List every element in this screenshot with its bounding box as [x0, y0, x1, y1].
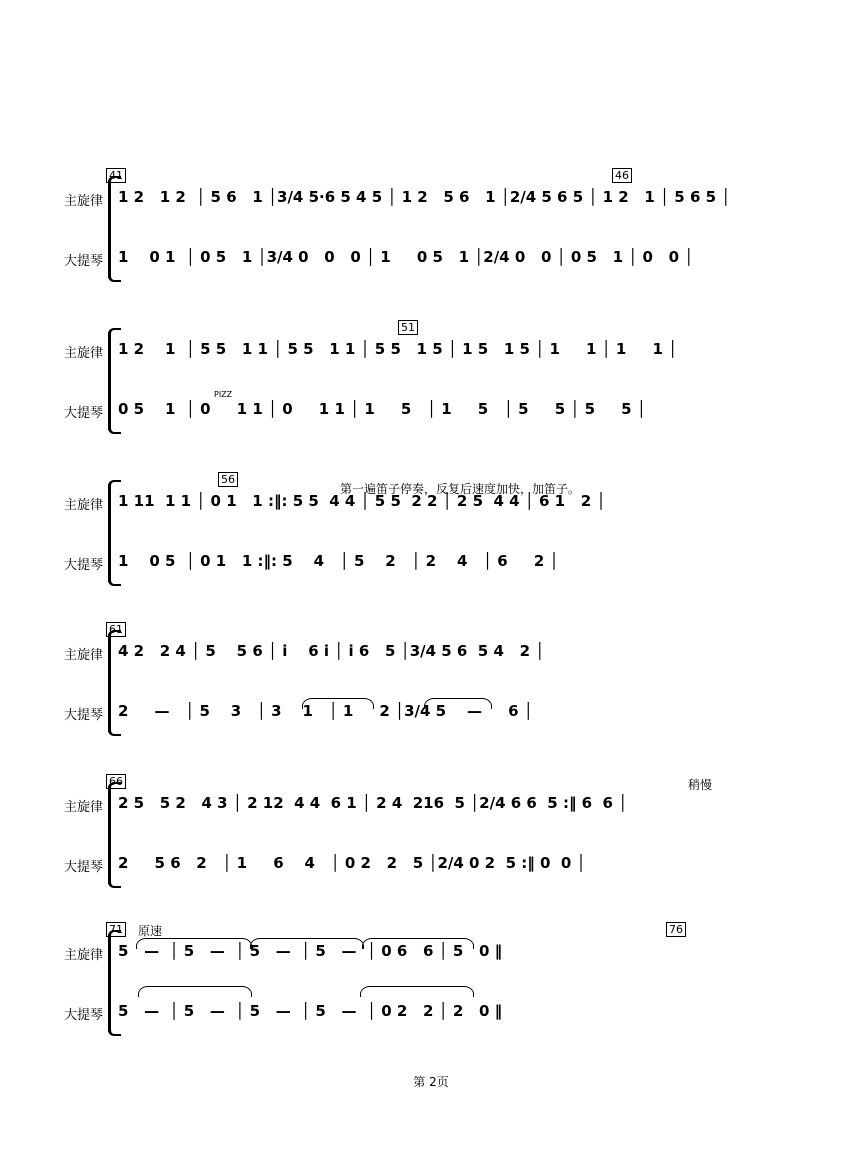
system-1 — [0, 168, 862, 278]
system-brace — [108, 934, 115, 1032]
system-brace — [108, 786, 115, 884]
cello-notation: 5 — │ 5 — │ 5 — │ 5 — │ 0 2 2 │ 2 0 ‖ — [118, 1002, 503, 1020]
instrument-label-melody: 主旋律 — [64, 948, 104, 963]
tie-mark — [138, 986, 252, 997]
instrument-label-melody: 主旋律 — [64, 346, 104, 361]
system-4 — [0, 622, 862, 732]
measure-number: 41 — [106, 168, 126, 183]
instrument-label-cello: 大提琴 — [64, 558, 104, 573]
instrument-label-melody: 主旋律 — [64, 194, 104, 209]
melody-notation: 1 2 1 2 │ 5 6 1 │3/4 5·6 5 4 5 │ 1 2 5 6 1 │2/4 5 6 5 │ 1 2 1 │ 5 6 5 │ — [118, 188, 731, 206]
system-brace — [108, 484, 115, 582]
measure-number: 76 — [666, 922, 686, 937]
measure-number: 56 — [218, 472, 238, 487]
pizz-marking: PIZZ — [214, 390, 233, 399]
instrument-label-cello: 大提琴 — [64, 406, 104, 421]
cello-notation: 1 0 1 │ 0 5 1 │3/4 0 0 0 │ 1 0 5 1 │2/4 0 0 │ 0 5 1 │ 0 0 │ — [118, 248, 694, 266]
tempo-marking: 原速 — [138, 924, 163, 938]
instrument-label-cello: 大提琴 — [64, 1008, 104, 1023]
instrument-label-cello: 大提琴 — [64, 860, 104, 875]
system-3 — [0, 472, 862, 582]
cello-notation: 0 5 1 │ 0 1 1 │ 0 1 1 │ 1 5 │ 1 5 │ 5 5 │ 5 5 │ — [118, 400, 646, 418]
tie-mark — [360, 986, 474, 997]
melody-notation: 4 2 2 4 │ 5 5 6 │ i 6 i │ i 6 5 │3/4 5 6 5 4 2 │ — [118, 642, 545, 660]
measure-number: 61 — [106, 622, 126, 637]
system-brace — [108, 634, 115, 732]
cello-notation: 1 0 5 │ 0 1 1 :‖: 5 4 │ 5 2 │ 2 4 │ 6 2 │ — [118, 552, 559, 570]
instrument-label-melody: 主旋律 — [64, 648, 104, 663]
tempo-marking: 稍慢 — [688, 778, 713, 792]
melody-notation: 1 2 1 │ 5 5 1 1 │ 5 5 1 1 │ 5 5 1 5 │ 1 5 1 5 │ 1 1 │ 1 1 │ — [118, 340, 678, 358]
cello-notation: 2 5 6 2 │ 1 6 4 │ 0 2 2 5 │2/4 0 2 5 :‖ 0 0 │ — [118, 854, 586, 872]
instrument-label-melody: 主旋律 — [64, 800, 104, 815]
repeat-instruction: 第一遍笛子停奏，反复后速度加快，加笛子。 — [340, 482, 581, 496]
system-5 — [0, 774, 862, 884]
system-brace — [108, 180, 115, 278]
instrument-label-cello: 大提琴 — [64, 254, 104, 269]
measure-number: 71 — [106, 922, 126, 937]
system-2 — [0, 320, 862, 430]
measure-number: 51 — [398, 320, 418, 335]
instrument-label-cello: 大提琴 — [64, 708, 104, 723]
melody-notation: 5 — │ 5 — │ 5 — │ 5 — │ 0 6 6 │ 5 0 ‖ — [118, 942, 503, 960]
melody-notation: 1 11 1 1 │ 0 1 1 :‖: 5 5 4 4 │ 5 5 2 2 │ 2 5 4 4 │ 6 1 2 │ — [118, 492, 606, 510]
measure-number: 46 — [612, 168, 632, 183]
cello-notation: 2 — │ 5 3 │ 3 1 │ 1 2 │3/4 5 — 6 │ — [118, 702, 533, 720]
system-brace — [108, 332, 115, 430]
measure-number: 66 — [106, 774, 126, 789]
melody-notation: 2 5 5 2 4 3 │ 2 12 4 4 6 1 │ 2 4 216 5 │2/4 6 6 5 :‖ 6 6 │ — [118, 794, 628, 812]
page-number: 第 2页 — [413, 1075, 449, 1089]
system-6 — [0, 922, 862, 1032]
instrument-label-melody: 主旋律 — [64, 498, 104, 513]
